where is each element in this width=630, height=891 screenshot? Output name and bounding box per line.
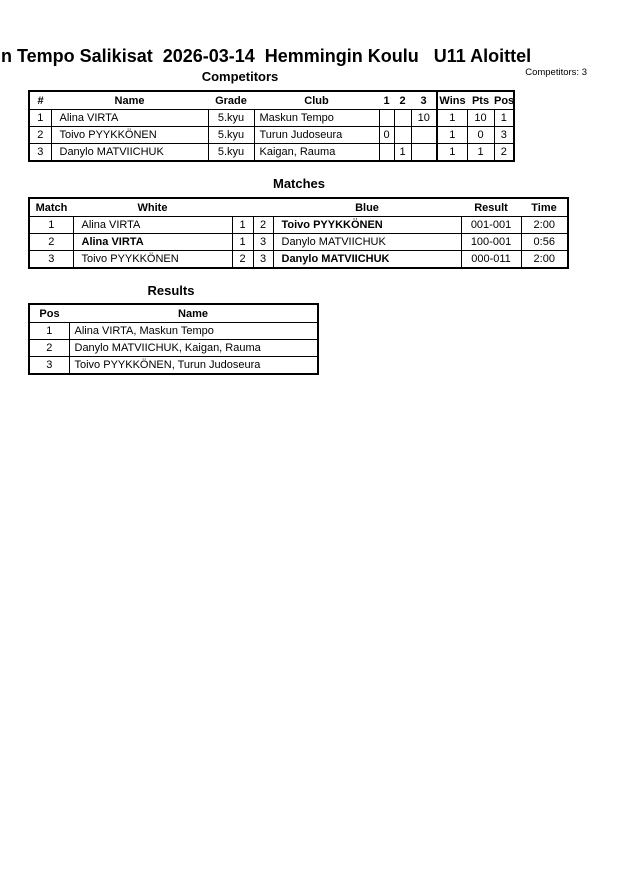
competitor-grade-cell: 5.kyu xyxy=(208,144,254,162)
result-cell: 100-001 xyxy=(461,234,521,251)
competitors-count-label: Competitors: 3 xyxy=(525,67,587,78)
result-pos-cell: 2 xyxy=(29,340,69,357)
score-vs-2-cell: 1 xyxy=(394,144,411,162)
score-vs-1-cell: 0 xyxy=(379,127,394,144)
header-pts: Pts xyxy=(467,91,494,110)
header-blue: Blue xyxy=(273,198,461,217)
competitor-grade-cell: 5.kyu xyxy=(208,110,254,127)
competitors-table xyxy=(28,90,515,162)
competitor-row xyxy=(29,127,514,144)
competitors-header-row xyxy=(29,91,514,110)
wins-cell: 1 xyxy=(437,127,467,144)
blue-name-cell: Toivo PYYKKÖNEN xyxy=(273,217,461,234)
competitor-name-cell: Danylo MATVIICHUK xyxy=(51,144,208,162)
results-header-row xyxy=(29,304,318,323)
blue-number-cell: 2 xyxy=(253,217,273,234)
matches-heading: Matches xyxy=(272,176,326,191)
result-row xyxy=(29,357,318,375)
score-vs-2-cell xyxy=(394,110,411,127)
results-heading: Results xyxy=(147,283,195,298)
result-name-cell: Toivo PYYKKÖNEN, Turun Judoseura xyxy=(69,357,318,375)
match-number-cell: 1 xyxy=(29,217,73,234)
result-pos-cell: 1 xyxy=(29,323,69,340)
white-number-cell: 2 xyxy=(232,251,253,269)
time-cell: 0:56 xyxy=(521,234,568,251)
pts-cell: 1 xyxy=(467,144,494,162)
score-vs-2-cell xyxy=(394,127,411,144)
competitor-number-cell: 3 xyxy=(29,144,51,162)
blue-name-cell: Danylo MATVIICHUK xyxy=(273,251,461,269)
header-grade: Grade xyxy=(208,91,254,110)
white-number-cell: 1 xyxy=(232,234,253,251)
white-name-cell: Toivo PYYKKÖNEN xyxy=(73,251,232,269)
result-row xyxy=(29,340,318,357)
result-cell: 000-011 xyxy=(461,251,521,269)
matches-header-row xyxy=(29,198,568,217)
score-vs-3-cell xyxy=(411,144,437,162)
header-match: Match xyxy=(29,198,73,217)
blue-number-cell: 3 xyxy=(253,234,273,251)
header-time: Time xyxy=(521,198,568,217)
competitor-number-cell: 1 xyxy=(29,110,51,127)
match-row xyxy=(29,234,568,251)
header-white: White xyxy=(73,198,232,217)
score-vs-3-cell: 10 xyxy=(411,110,437,127)
competitor-club-cell: Maskun Tempo xyxy=(254,110,379,127)
white-name-cell: Alina VIRTA xyxy=(73,234,232,251)
competitor-number-cell: 2 xyxy=(29,127,51,144)
matches-table xyxy=(28,197,569,269)
wins-cell: 1 xyxy=(437,144,467,162)
header-result: Result xyxy=(461,198,521,217)
match-row xyxy=(29,217,568,234)
header-score2: 2 xyxy=(394,91,411,110)
blue-number-cell: 3 xyxy=(253,251,273,269)
time-cell: 2:00 xyxy=(521,251,568,269)
header-club: Club xyxy=(254,91,379,110)
header-wins: Wins xyxy=(437,91,467,110)
competitor-name-cell: Toivo PYYKKÖNEN xyxy=(51,127,208,144)
competitor-name-cell: Alina VIRTA xyxy=(51,110,208,127)
header-pos: Pos xyxy=(494,91,514,110)
wins-cell: 1 xyxy=(437,110,467,127)
result-pos-cell: 3 xyxy=(29,357,69,375)
result-row xyxy=(29,323,318,340)
result-name-cell: Danylo MATVIICHUK, Kaigan, Rauma xyxy=(69,340,318,357)
header-white-num xyxy=(232,198,253,217)
header-name: Name xyxy=(51,91,208,110)
competitor-row xyxy=(29,110,514,127)
result-name-cell: Alina VIRTA, Maskun Tempo xyxy=(69,323,318,340)
pts-cell: 0 xyxy=(467,127,494,144)
competitor-grade-cell: 5.kyu xyxy=(208,127,254,144)
competitor-row xyxy=(29,144,514,162)
header-score1: 1 xyxy=(379,91,394,110)
match-number-cell: 2 xyxy=(29,234,73,251)
pts-cell: 10 xyxy=(467,110,494,127)
pos-cell: 1 xyxy=(494,110,514,127)
page-title: n Tempo Salikisat 2026-03-14 Hemmingin Koulu U11 Aloittel xyxy=(1,46,532,66)
pos-cell: 2 xyxy=(494,144,514,162)
score-vs-1-cell xyxy=(379,144,394,162)
white-name-cell: Alina VIRTA xyxy=(73,217,232,234)
header-blue-num xyxy=(253,198,273,217)
score-vs-3-cell xyxy=(411,127,437,144)
header-num: # xyxy=(29,91,51,110)
white-number-cell: 1 xyxy=(232,217,253,234)
result-cell: 001-001 xyxy=(461,217,521,234)
competitor-club-cell: Kaigan, Rauma xyxy=(254,144,379,162)
match-row xyxy=(29,251,568,269)
pos-cell: 3 xyxy=(494,127,514,144)
blue-name-cell: Danylo MATVIICHUK xyxy=(273,234,461,251)
results-table xyxy=(28,303,319,375)
header-name: Name xyxy=(69,304,318,323)
header-score3: 3 xyxy=(411,91,437,110)
competitor-club-cell: Turun Judoseura xyxy=(254,127,379,144)
header-pos: Pos xyxy=(29,304,69,323)
competitors-heading: Competitors xyxy=(201,69,279,84)
score-vs-1-cell xyxy=(379,110,394,127)
time-cell: 2:00 xyxy=(521,217,568,234)
match-number-cell: 3 xyxy=(29,251,73,269)
